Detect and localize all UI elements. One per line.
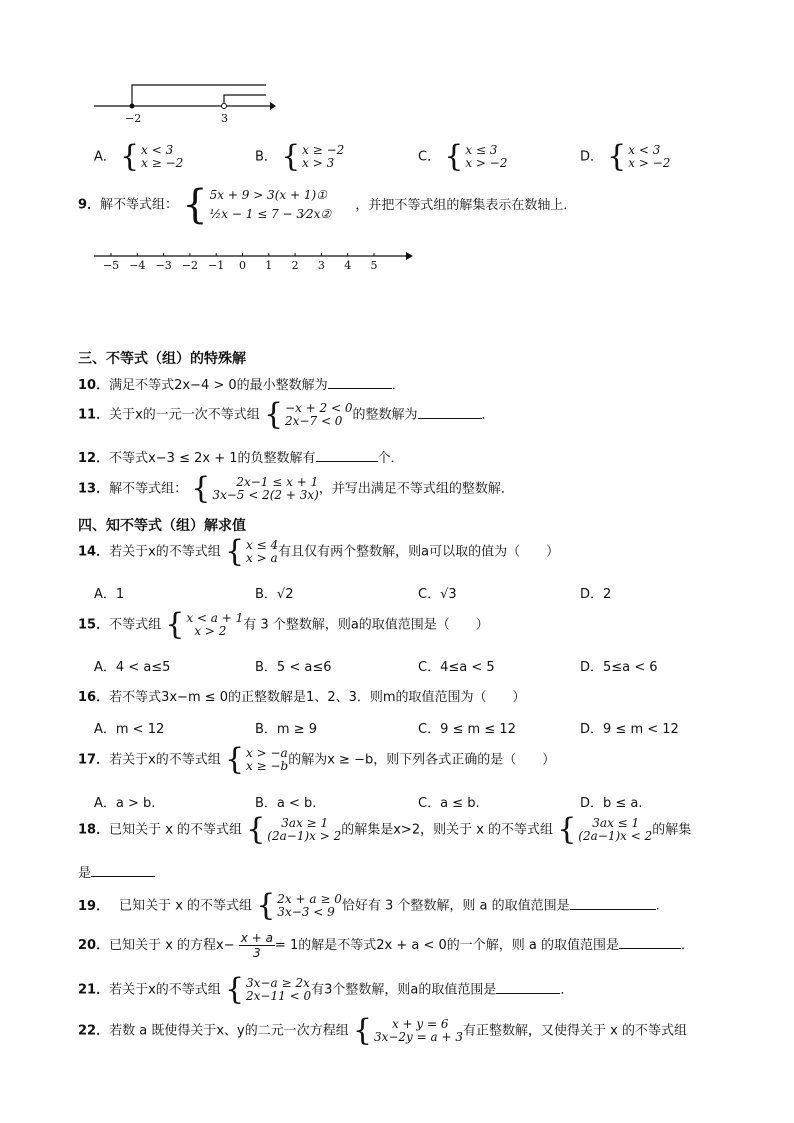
q8-option-c-line2: x > −2 bbox=[465, 156, 508, 170]
q21-prefix: 若关于x的不等式组 bbox=[109, 982, 221, 998]
q18-line2-text: 是 bbox=[78, 866, 92, 881]
q20-number: 20． bbox=[78, 938, 110, 953]
q8-option-d[interactable]: D． { x < 3 x > −2 bbox=[580, 139, 671, 174]
q11-prefix: 关于x的一元一次不等式组 bbox=[109, 407, 260, 423]
q20-prefix: 已知关于 x 的方程x− bbox=[109, 938, 235, 953]
q19-line2: 3x−3 < 9 bbox=[277, 905, 335, 919]
q22-line1: x + y = 6 bbox=[391, 1017, 449, 1031]
q21-answer-blank[interactable] bbox=[496, 981, 560, 994]
q20-fraction-numerator: x + a bbox=[240, 931, 273, 945]
q8-option-b-line2: x > 3 bbox=[302, 156, 335, 170]
q8-option-b[interactable]: B． { x ≥ −2 x > 3 bbox=[255, 139, 345, 174]
q18-suffix: 的解集 bbox=[652, 822, 692, 838]
q12-answer-blank[interactable] bbox=[316, 449, 378, 462]
q21-line1: 3x−a ≥ 2x bbox=[246, 976, 310, 990]
q11-answer-blank[interactable] bbox=[418, 406, 482, 419]
q9-axis-tick-label: 4 bbox=[344, 259, 352, 272]
q10-answer-blank[interactable] bbox=[328, 376, 392, 389]
question-21: 21．若关于x的不等式组 { 3x−a ≥ 2x 2x−11 < 0 有3个整数解，则a的取值范围是 ． bbox=[78, 972, 574, 1007]
section-3-heading: 三、不等式（组）的特殊解 bbox=[78, 351, 246, 367]
q19-line1: 2x + a ≥ 0 bbox=[277, 892, 342, 906]
q20-answer-blank[interactable] bbox=[619, 936, 681, 949]
q11-number: 11． bbox=[78, 407, 110, 423]
question-9: 9．解不等式组： { 5x + 9 > 3(x + 1)① ½x − 1 ≤ 7 − 3⁄2x② ，并把不等式组的解集表示在数轴上． bbox=[78, 182, 577, 228]
q14-option-a[interactable]: A．1 bbox=[94, 587, 125, 602]
q15-number: 15． bbox=[78, 617, 110, 633]
q9-inequality-1: 5x + 9 > 3(x + 1)① bbox=[209, 188, 327, 202]
q20-suffix: = 1的解是不等式2x + a < 0的一个解，则 a 的取值范围是 bbox=[274, 938, 619, 953]
q17-number: 17． bbox=[78, 752, 110, 768]
q9-axis-tick-label: 2 bbox=[291, 259, 299, 272]
q8-option-a-label: A． bbox=[94, 149, 116, 165]
q12-end: 个． bbox=[377, 451, 404, 466]
q18-system1-line2: (2a−1)x > 2 bbox=[267, 829, 342, 843]
q14-line2: x > a bbox=[246, 551, 278, 565]
question-19: 19． 已知关于 x 的不等式组 { 2x + a ≥ 0 3x−3 < 9 恰好有 3 个整数解，则 a 的取值范围是 . bbox=[78, 888, 660, 923]
q14-number: 14． bbox=[78, 544, 110, 560]
q15-line1: x < a + 1 bbox=[186, 611, 244, 625]
q9-suffix: ，并把不等式组的解集表示在数轴上． bbox=[355, 197, 577, 213]
question-18-line2 bbox=[78, 862, 155, 881]
q15-option-b[interactable]: B．5 < a≤6 bbox=[255, 660, 332, 675]
q17-line2: x ≥ −b bbox=[246, 759, 289, 773]
q8-option-c-line1: x ≤ 3 bbox=[465, 143, 498, 157]
q8-tick-neg2: −2 bbox=[125, 112, 142, 125]
q8-number-line-figure bbox=[90, 80, 280, 128]
q10-number: 10． bbox=[78, 378, 110, 393]
q22-number: 22． bbox=[78, 1023, 110, 1039]
q19-answer-blank[interactable] bbox=[570, 897, 656, 910]
question-22: 22．若数 a 既使得关于x、y的二元一次方程组 { x + y = 6 3x−2y = a + 3 有正整数解，又使得关于 x 的不等式组 bbox=[78, 1013, 687, 1048]
q9-axis-tick-label: −1 bbox=[208, 259, 225, 272]
q15-suffix: 有 3 个整数解，则a的取值范围是（ ） bbox=[243, 617, 489, 633]
q9-axis-tick-label: 0 bbox=[239, 259, 246, 272]
q18-answer-blank[interactable] bbox=[91, 864, 155, 877]
q9-axis-tick-label: −3 bbox=[155, 259, 172, 272]
q9-axis-tick-label: −2 bbox=[181, 259, 199, 272]
q18-system2-line1: 3ax ≤ 1 bbox=[592, 816, 640, 830]
question-11: 11．关于x的一元一次不等式组 { −x + 2 < 0 2x−7 < 0 的整数解为 ． bbox=[78, 397, 495, 432]
q22-line2: 3x−2y = a + 3 bbox=[373, 1030, 463, 1044]
q15-option-c[interactable]: C．4≤a < 5 bbox=[418, 660, 495, 675]
q13-prefix: 解不等式组： bbox=[109, 481, 188, 497]
q12-text: 不等式x−3 ≤ 2x + 1的负整数解有 bbox=[109, 451, 316, 466]
q19-end: . bbox=[655, 898, 660, 914]
q16-option-b[interactable]: B．m ≥ 9 bbox=[255, 722, 318, 737]
q17-line1: x > −a bbox=[246, 746, 288, 760]
q16-text: 若不等式3x−m ≤ 0的正整数解是1、2、3．则m的取值范围为（ ） bbox=[109, 690, 526, 705]
q8-option-c[interactable]: C． { x ≤ 3 x > −2 bbox=[418, 139, 508, 174]
q8-option-d-line2: x > −2 bbox=[628, 156, 671, 170]
q19-number: 19． bbox=[78, 898, 110, 914]
question-14: 14．若关于x的不等式组 { x ≤ 4 x > a 有且仅有两个整数解，则a可以取的值为（ ） bbox=[78, 534, 560, 569]
q11-suffix: 的整数解为 bbox=[352, 407, 418, 423]
q19-suffix: 恰好有 3 个整数解，则 a 的取值范围是 bbox=[341, 898, 570, 914]
q11-end: ． bbox=[481, 407, 495, 423]
q13-number: 13． bbox=[78, 481, 110, 497]
q8-tick-3: 3 bbox=[221, 112, 228, 125]
q9-axis-tick-label: 3 bbox=[317, 259, 325, 272]
q20-end: ． bbox=[680, 938, 694, 953]
q11-line1: −x + 2 < 0 bbox=[285, 401, 353, 415]
q17-prefix: 若关于x的不等式组 bbox=[109, 752, 221, 768]
q16-option-c[interactable]: C．9 ≤ m ≤ 12 bbox=[418, 722, 516, 737]
q18-middle: 的解集是x>2，则关于 x 的不等式组 bbox=[341, 822, 554, 838]
q8-option-a[interactable]: A． { x < 3 x ≥ −2 bbox=[94, 139, 184, 174]
q14-option-b[interactable]: B．√2 bbox=[255, 587, 294, 602]
q14-option-d[interactable]: D．2 bbox=[580, 587, 612, 602]
q15-option-d[interactable]: D．5≤a < 6 bbox=[580, 660, 658, 675]
q13-suffix: ，并写出满足不等式组的整数解． bbox=[318, 481, 514, 497]
q14-prefix: 若关于x的不等式组 bbox=[109, 544, 221, 560]
q9-inequality-2: ½x − 1 ≤ 7 − 3⁄2x② bbox=[209, 207, 332, 221]
q19-prefix: 已知关于 x 的不等式组 bbox=[119, 898, 253, 914]
q14-line1: x ≤ 4 bbox=[246, 538, 279, 552]
question-17: 17．若关于x的不等式组 { x > −a x ≥ −b 的解为x ≥ −b，则下列各式正确的是（ ） bbox=[78, 742, 556, 777]
question-16 bbox=[78, 686, 526, 705]
q12-number: 12． bbox=[78, 451, 110, 466]
q14-option-c[interactable]: C．√3 bbox=[418, 587, 457, 602]
q10-end: ． bbox=[391, 378, 405, 393]
q20-fraction-denominator: 3 bbox=[253, 946, 261, 960]
q21-line2: 2x−11 < 0 bbox=[246, 989, 312, 1003]
q15-prefix: 不等式组 bbox=[109, 617, 162, 633]
q17-option-c[interactable]: C．a ≤ b. bbox=[418, 796, 480, 811]
q9-prefix: 解不等式组： bbox=[100, 197, 179, 213]
q15-line2: x > 2 bbox=[194, 624, 227, 638]
q18-system2-line2: (2a−1)x < 2 bbox=[578, 829, 653, 843]
q16-number: 16． bbox=[78, 690, 110, 705]
q14-suffix: 有且仅有两个整数解，则a可以取的值为（ ） bbox=[278, 544, 560, 560]
q17-option-b[interactable]: B．a < b. bbox=[255, 796, 317, 811]
q8-option-d-label: D． bbox=[580, 149, 604, 165]
q9-axis-tick-label: 5 bbox=[370, 259, 378, 272]
q9-axis-tick-label: −5 bbox=[102, 259, 120, 272]
q13-line1: 2x−1 ≤ x + 1 bbox=[236, 475, 319, 489]
q8-option-c-label: C． bbox=[418, 149, 441, 165]
q10-text: 满足不等式2x−4 > 0的最小整数解为 bbox=[109, 378, 328, 393]
q8-option-d-line1: x < 3 bbox=[628, 143, 661, 157]
q18-prefix: 已知关于 x 的不等式组 bbox=[109, 822, 243, 838]
q22-suffix: 有正整数解，又使得关于 x 的不等式组 bbox=[462, 1023, 687, 1039]
q16-option-a[interactable]: A．m < 12 bbox=[94, 722, 165, 737]
section-4-heading: 四、知不等式（组）解求值 bbox=[78, 518, 246, 534]
q8-option-a-line2: x ≥ −2 bbox=[141, 156, 184, 170]
q21-number: 21． bbox=[78, 982, 110, 998]
q18-number: 18． bbox=[78, 822, 110, 838]
q8-option-b-label: B． bbox=[255, 149, 277, 165]
q8-option-a-line1: x < 3 bbox=[141, 143, 174, 157]
q9-axis-tick-label: −4 bbox=[129, 259, 146, 272]
q9-number: 9． bbox=[78, 197, 101, 213]
q18-system1-line1: 3ax ≥ 1 bbox=[281, 816, 329, 830]
question-18: 18．已知关于 x 的不等式组 { 3ax ≥ 1 (2a−1)x > 2 的解集是x>2，则关于 x 的不等式组 { 3ax ≤ 1 (2a−1)x < 2 的解集 bbox=[78, 812, 692, 847]
q13-line2: 3x−5 < 2(2 + 3x) bbox=[212, 488, 319, 502]
question-20 bbox=[78, 931, 694, 960]
q11-line2: 2x−7 < 0 bbox=[285, 414, 343, 428]
question-15: 15．不等式组 { x < a + 1 x > 2 有 3 个整数解，则a的取值范围是（ ） bbox=[78, 607, 489, 642]
question-12 bbox=[78, 447, 404, 466]
q16-option-d[interactable]: D．9 ≤ m < 12 bbox=[580, 722, 679, 737]
q17-option-d[interactable]: D．b ≤ a. bbox=[580, 796, 643, 811]
q17-suffix: 的解为x ≥ −b，则下列各式正确的是（ ） bbox=[288, 752, 556, 768]
q21-end: ． bbox=[560, 982, 574, 998]
question-10 bbox=[78, 374, 405, 393]
q22-prefix: 若数 a 既使得关于x、y的二元一次方程组 bbox=[109, 1023, 349, 1039]
question-13: 13．解不等式组： { 2x−1 ≤ x + 1 3x−5 < 2(2 + 3x) ，并写出满足不等式组的整数解． bbox=[78, 471, 514, 506]
q17-option-a[interactable]: A．a > b. bbox=[94, 796, 156, 811]
q15-option-a[interactable]: A．4 < a≤5 bbox=[94, 660, 171, 675]
q8-option-b-line1: x ≥ −2 bbox=[302, 143, 345, 157]
q9-axis-tick-label: 1 bbox=[265, 259, 273, 272]
q9-number-line bbox=[90, 246, 420, 276]
q21-suffix: 有3个整数解，则a的取值范围是 bbox=[311, 982, 497, 998]
